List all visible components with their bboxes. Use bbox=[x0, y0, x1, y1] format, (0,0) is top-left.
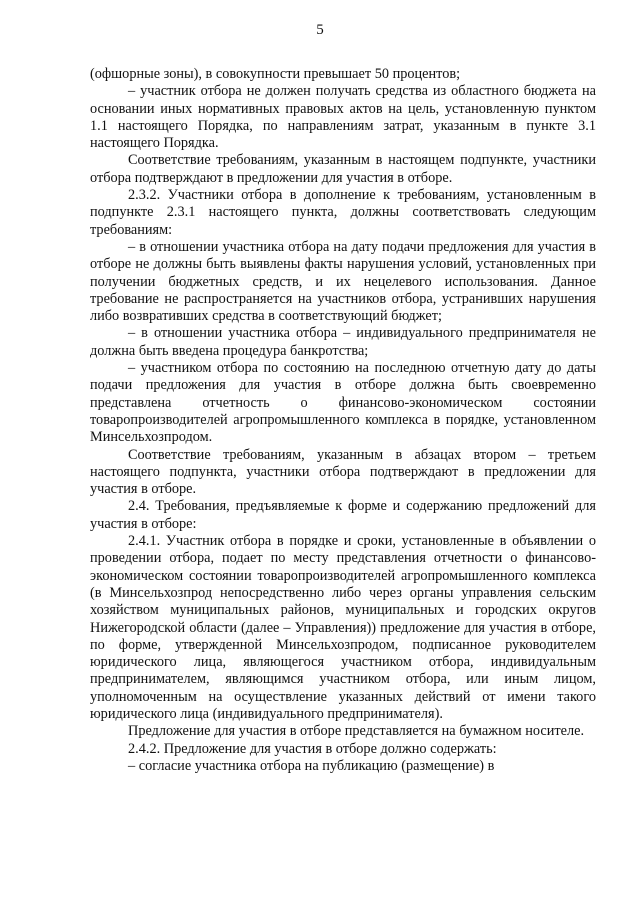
paragraph: Соответствие требованиям, указанным в настоящем подпункте, участники отбора подтверждают в предложении для участия в отборе. bbox=[90, 152, 596, 186]
paragraph: 2.4.1. Участник отбора в порядке и сроки, установленные в объявлении о проведении отбора, подает по месту представления отчетности о финансово-экономическом состоянии товаропроизводителей агропромышленного комплекса (в Минсельхозпрод непосредственно либо через органы управления сельским хозяйством муниципальных районов, муниципальных и городских округов Нижегородской области (далее – Управления)) предложение для участия в отборе, по форме, утвержденной Минсельхозпродом, подписанное руководителем юридического лица, являющегося участником отбора, индивидуальным предпринимателем, являющимся участником отбора, или иным лицом, уполномоченным на осуществление указанных действий от имени такого юридического лица (индивидуального предпринимателя). bbox=[90, 533, 596, 722]
paragraph: – в отношении участника отбора на дату подачи предложения для участия в отборе не должны быть выявлены факты нарушения условий, установленных при получении бюджетных средств, и их нецелевого использования. Данное требование не распространяется на участников отбора, устранивших нарушения либо возвративших средства в соответствующий бюджет; bbox=[90, 238, 596, 325]
paragraph: – участником отбора по состоянию на последнюю отчетную дату до даты подачи предложения для участия в отборе должна быть своевременно представлена отчетность о финансово-экономическом состоянии товаропроизводителей агропромышленного комплекса в порядке, установленном Минсельхозпродом. bbox=[90, 360, 596, 446]
page-number: 5 bbox=[316, 22, 324, 38]
paragraph: – в отношении участника отбора – индивидуального предпринимателя не должна быть введена процедура банкротства; bbox=[90, 325, 596, 359]
document-body bbox=[90, 66, 596, 775]
paragraph: Предложение для участия в отборе представляется на бумажном носителе. bbox=[128, 723, 585, 740]
paragraph: (офшорные зоны), в совокупности превышает 50 процентов; bbox=[90, 66, 461, 82]
paragraph: 2.3.2. Участники отбора в дополнение к требованиям, установленным в подпункте 2.3.1 настоящего пункта, должны соответствовать следующим требованиям: bbox=[90, 187, 596, 238]
paragraph: Соответствие требованиям, указанным в абзацах втором – третьем настоящего подпункта, участники отбора подтверждают в предложении для участия в отборе. bbox=[90, 446, 596, 498]
paragraph: – согласие участника отбора на публикацию (размещение) в bbox=[128, 757, 495, 774]
paragraph: 2.4.2. Предложение для участия в отборе должно содержать: bbox=[128, 740, 497, 757]
paragraph: 2.4. Требования, предъявляемые к форме и содержанию предложений для участия в отборе: bbox=[90, 498, 596, 532]
paragraph: – участник отбора не должен получать средства из областного бюджета на основании иных нормативных правовых актов на цель, установленную пунктом 1.1 настоящего Порядка, по направлениям затрат, указанным в пункте 3.1 настоящего Порядка. bbox=[90, 83, 596, 152]
